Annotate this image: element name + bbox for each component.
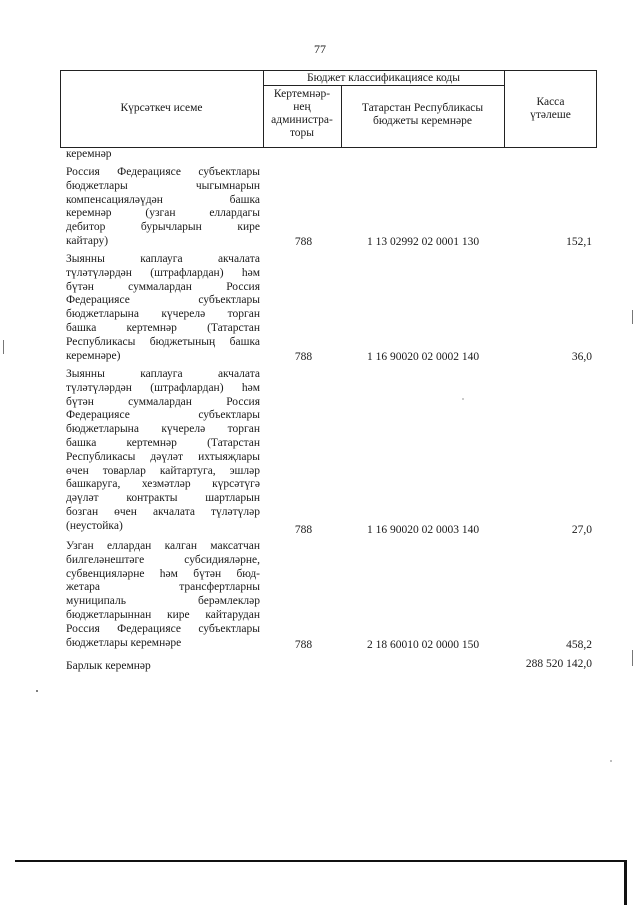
total-label: Барлык керемнәр bbox=[66, 660, 151, 672]
row-description: Зыянны каплауга акчалата түләтүләрдән (штрафлардан) һәм бүтән суммалардан Россия Федерациясе субъектлары бюджетларына күчерелә торган башка кертемнәр (Татарстан Республикасы бюджетының башка керемнәре) bbox=[66, 253, 260, 362]
total-amount: 288 520 142,0 bbox=[525, 658, 592, 670]
row-admin-code: 788 bbox=[294, 524, 313, 536]
header-budget-classification-codes: Бюджет классификациясе коды bbox=[307, 72, 460, 84]
scan-speck bbox=[610, 760, 612, 762]
row-budget-code: 1 16 90020 02 0002 140 bbox=[366, 351, 480, 363]
row-amount: 458,2 bbox=[566, 639, 592, 651]
row-amount: 152,1 bbox=[566, 236, 592, 248]
row-description: Россия Федерациясе субъектлары бюджетлары чыгымнарын компенсацияләүдән башка керемнәр (узган еллардагы дебитор бурычларын кире кайтару) bbox=[66, 166, 260, 247]
continuation-text: керемнәр bbox=[66, 148, 112, 160]
scan-edge-mark bbox=[632, 650, 633, 666]
row-budget-code: 1 16 90020 02 0003 140 bbox=[366, 524, 480, 536]
scan-border-line bbox=[15, 860, 627, 862]
row-amount: 27,0 bbox=[571, 524, 592, 536]
header-cash-execution: Касса үтәлеше bbox=[530, 96, 571, 121]
scan-speck bbox=[36, 690, 38, 692]
header-tatarstan-budget-revenue: Татарстан Республикасы бюджеты керемнәре bbox=[361, 102, 484, 127]
row-amount: 36,0 bbox=[571, 351, 592, 363]
row-budget-code: 1 13 02992 02 0001 130 bbox=[366, 236, 480, 248]
scan-edge-mark bbox=[632, 310, 633, 324]
row-budget-code: 2 18 60010 02 0000 150 bbox=[366, 639, 480, 651]
row-admin-code: 788 bbox=[294, 236, 313, 248]
header-indicator-name: Күрсәткеч исеме bbox=[120, 102, 203, 114]
row-admin-code: 788 bbox=[294, 351, 313, 363]
scan-speck bbox=[462, 398, 464, 400]
row-description: Зыянны каплауга акчалата түләтүләрдән (штрафлардан) һәм бүтән суммалардан Россия Федерациясе субъектлары бюджетларына күчерелә торган башка кертемнәр (Татарстан Республикасы дәүләт ихтыяҗлары өчен товарлар кайтартуга, эшләр башкаруга, хезмәтләр күрсәтүгә дәүләт контракты шартларын бозган өчен акчалата түләтүләр (неустойка) bbox=[66, 368, 260, 532]
scan-edge-mark bbox=[3, 340, 4, 354]
row-admin-code: 788 bbox=[294, 639, 313, 651]
row-description: Узган еллардан калган максатчан билгеләнештәге субсидияләрне, субвенцияләрне һәм бүтән бюд- жетара трансфертларны муниципаль берәмлекләр бюджетларыннан кире кайтарудан Россия Федерациясе субъектлары бюджетлары керемнәре bbox=[66, 540, 260, 649]
scan-edge-mark bbox=[624, 860, 627, 905]
page-number: 77 bbox=[314, 42, 326, 56]
header-revenue-administrators: Кертемнәр- нең администра- торы bbox=[271, 88, 333, 139]
